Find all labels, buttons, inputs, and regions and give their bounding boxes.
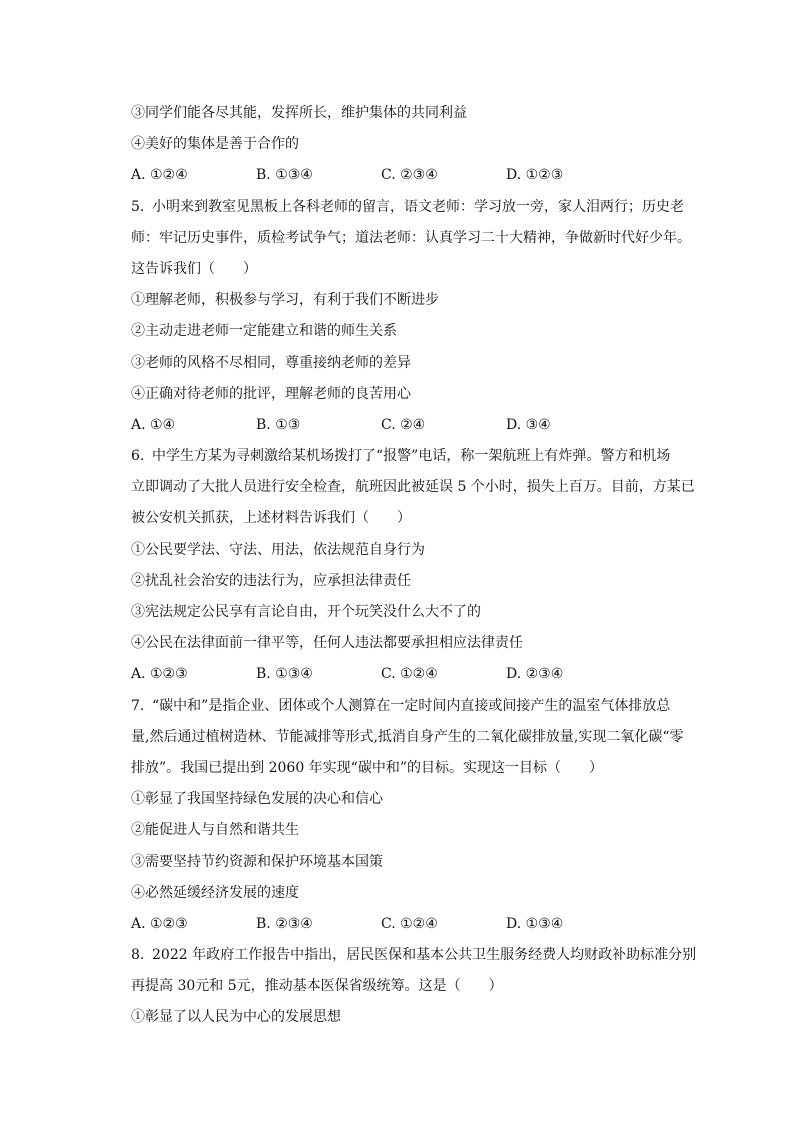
question-number: 6. xyxy=(131,448,145,465)
line-text: 立即调动了大批人员进行安全检查，航班因此被延误 5 个小时，损失上百万。目前，方某已 xyxy=(131,479,695,496)
text-line xyxy=(131,788,701,819)
line-text: ①彰显了以人民为中心的发展思想 xyxy=(131,1009,341,1026)
text-line xyxy=(131,601,701,632)
text-line xyxy=(131,539,701,570)
text-line xyxy=(131,227,701,258)
text-line xyxy=(131,102,701,133)
text-line xyxy=(131,819,701,850)
text-line xyxy=(131,757,701,788)
line-text: ④美好的集体是善于合作的 xyxy=(131,136,299,153)
answer-options xyxy=(131,913,701,944)
line-text: 2022 年政府工作报告中指出，居民医保和基本公共卫生服务经费人均财政补助标准分别 xyxy=(152,947,697,964)
text-line xyxy=(131,320,701,351)
answer-option: C. ①②④ xyxy=(381,666,438,683)
line-text: 这告诉我们（ ） xyxy=(131,260,257,277)
line-text: ①理解老师，积极参与学习，有利于我们不断进步 xyxy=(131,292,439,309)
question-number: 5. xyxy=(131,198,145,215)
line-text: 被公安机关抓获，上述材料告诉我们（ ） xyxy=(131,510,411,527)
answer-option: A. ①④ xyxy=(131,416,176,433)
line-text: 再提高 30元和 5元，推动基本医保省级统筹。这是（ ） xyxy=(131,978,503,995)
line-text: ③老师的风格不尽相同，尊重接纳老师的差异 xyxy=(131,354,411,371)
line-text: 小明来到教室见黑板上各科老师的留言，语文老师：学习放一旁，家人泪两行；历史老 xyxy=(152,198,684,215)
answer-option: D. ①③④ xyxy=(506,915,564,932)
text-line xyxy=(131,476,701,507)
answer-option: D. ③④ xyxy=(506,416,551,433)
line-text: ④必然延缓经济发展的速度 xyxy=(131,884,299,901)
line-text: ②能促进人与自然和谐共生 xyxy=(131,822,299,839)
text-line xyxy=(131,882,701,913)
question-stem xyxy=(131,944,701,975)
text-line xyxy=(131,975,701,1006)
line-text: ②主动走进老师一定能建立和谐的师生关系 xyxy=(131,323,397,340)
answer-options xyxy=(131,164,701,195)
text-line xyxy=(131,632,701,663)
text-line xyxy=(131,726,701,757)
answer-option: A. ①②③ xyxy=(131,666,188,683)
answer-option: A. ①②③ xyxy=(131,915,188,932)
line-text: “碳中和”是指企业、团体或个人测算在一定时间内直接或间接产生的温室气体排放总 xyxy=(152,697,671,714)
line-text: ③同学们能各尽其能，发挥所长，维护集体的共同利益 xyxy=(131,105,467,121)
answer-option: C. ①②④ xyxy=(381,915,438,932)
line-text: ②扰乱社会治安的违法行为，应承担法律责任 xyxy=(131,572,411,589)
line-text: ①公民要学法、守法、用法，依法规范自身行为 xyxy=(131,541,425,558)
question-number: 8. xyxy=(131,947,145,964)
answer-option: B. ①③④ xyxy=(256,666,313,683)
text-line xyxy=(131,352,701,383)
answer-option: B. ①③ xyxy=(256,416,301,433)
line-text: 师：牢记历史事件，质检考试争气；道法老师：认真学习二十大精神，争做新时代好少年。 xyxy=(131,229,691,246)
line-text: ①彰显了我国坚持绿色发展的决心和信心 xyxy=(131,791,383,808)
text-line xyxy=(131,258,701,289)
line-text: ④公民在法律面前一律平等，任何人违法都要承担相应法律责任 xyxy=(131,635,523,652)
answer-option: B. ②③④ xyxy=(256,915,313,932)
answer-option: D. ①②③ xyxy=(506,167,564,184)
answer-option: B. ①③④ xyxy=(256,167,313,184)
answer-option: A. ①②④ xyxy=(131,167,188,184)
question-stem xyxy=(131,445,701,476)
question-stem xyxy=(131,196,701,227)
answer-option: D. ②③④ xyxy=(506,666,564,683)
text-line xyxy=(131,851,701,882)
text-line xyxy=(131,507,701,538)
question-number: 7. xyxy=(131,697,145,714)
answer-option: C. ②④ xyxy=(381,416,426,433)
line-text: 量,然后通过植树造林、节能减排等形式,抵消自身产生的二氧化碳排放量,实现二氧化碳“零 xyxy=(131,728,684,745)
text-line xyxy=(131,1006,701,1037)
line-text: ③需要坚持节约资源和保护环境基本国策 xyxy=(131,853,383,870)
question-stem xyxy=(131,695,701,726)
text-line xyxy=(131,570,701,601)
text-line xyxy=(131,383,701,414)
text-line xyxy=(131,289,701,320)
line-text: 排放”。我国已提出到 2060 年实现“碳中和”的目标。实现这一目标（ ） xyxy=(131,759,603,776)
line-text: ③宪法规定公民享有言论自由，开个玩笑没什么大不了的 xyxy=(131,604,481,620)
line-text: ④正确对待老师的批评，理解老师的良苦用心 xyxy=(131,385,411,402)
question-content xyxy=(131,102,701,1038)
answer-option: C. ②③④ xyxy=(381,167,438,184)
text-line xyxy=(131,133,701,164)
answer-options xyxy=(131,414,701,445)
answer-options xyxy=(131,663,701,694)
line-text: 中学生方某为寻刺激给某机场拨打了“报警”电话，称一架航班上有炸弹。警方和机场 xyxy=(152,448,671,465)
